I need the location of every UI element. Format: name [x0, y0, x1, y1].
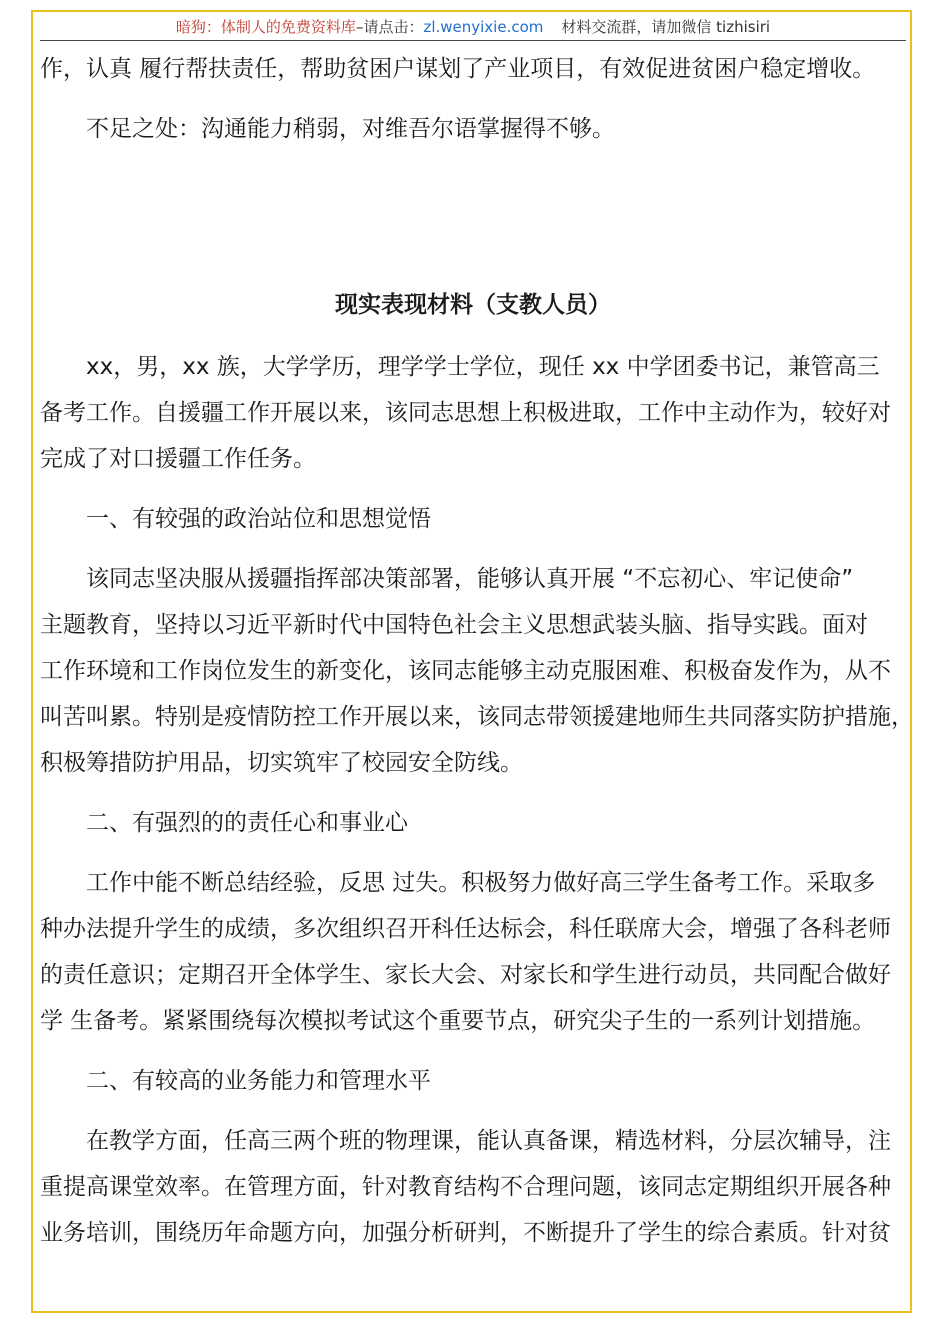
paragraph-3-line: 工作中能不断总结经验，反思 过失。积极努力做好高三学生备考工作。采取多 [86, 870, 876, 896]
intro-line-1: 作，认真 履行帮扶责任，帮助贫困户谋划了产业项目，有效促进贫困户稳定增收。 [40, 56, 876, 82]
header-link[interactable]: zl.wenyixie.com [423, 18, 544, 36]
header-prompt: –请点击： [355, 18, 424, 36]
paragraph-3-line: 的责任意识；定期召开全体学生、家长大会、对家长和学生进行动员，共同配合做好 [40, 962, 891, 988]
paragraph-4-line: 业务培训，围绕历年命题方向，加强分析研判，不断提升了学生的综合素质。针对贫 [40, 1220, 891, 1246]
paragraph-4-line: 在教学方面，任高三两个班的物理课，能认真备课，精选材料，分层次辅导，注 [86, 1128, 891, 1154]
heading-2: 二、有强烈的的责任心和事业心 [86, 810, 408, 836]
paragraph-4-line: 重提高课堂效率。在管理方面，针对教育结构不合理问题，该同志定期组织开展各种 [40, 1174, 891, 1200]
document-body [40, 46, 914, 1256]
paragraph-2-line: 叫苦叫累。特别是疫情防控工作开展以来，该同志带领援建地师生共同落实防护措施， [40, 704, 914, 730]
paragraph-3-line: 学 生备考。紧紧围绕每次模拟考试这个重要节点，研究尖子生的一系列计划措施。 [40, 1008, 876, 1034]
paragraph-2-line: 该同志坚决服从援疆指挥部决策部署，能够认真开展 “不忘初心、牢记使命” [86, 566, 854, 592]
paragraph-1-line: 完成了对口援疆工作任务。 [40, 446, 316, 472]
header-brand: 暗狗：体制人的免费资料库 [175, 18, 356, 36]
intro-line-2: 不足之处：沟通能力稍弱，对维吾尔语掌握得不够。 [86, 116, 615, 142]
paragraph-4 [40, 1118, 906, 1256]
paragraph-2-line: 工作环境和工作岗位发生的新变化，该同志能够主动克服困难、积极奋发作为，从不 [40, 658, 891, 684]
paragraph-1 [40, 344, 906, 482]
heading-1: 一、有较强的政治站位和思想觉悟 [86, 506, 431, 532]
paragraph-3-line: 种办法提升学生的成绩，多次组织召开科任达标会，科任联席大会，增强了各科老师 [40, 916, 891, 942]
page-header [40, 16, 906, 41]
header-group-info: 材料交流群，请加微信 tizhisiri [561, 18, 771, 36]
paragraph-1-line: xx，男，xx 族，大学学历，理学学士学位，现任 xx 中学团委书记，兼管高三 [86, 354, 880, 380]
document-title: 现实表现材料（支教人员） [335, 292, 611, 318]
paragraph-2-line: 积极筹措防护用品，切实筑牢了校园安全防线。 [40, 750, 523, 776]
paragraph-1-line: 备考工作。自援疆工作开展以来，该同志思想上积极进取，工作中主动作为，较好对 [40, 400, 891, 426]
heading-3: 二、有较高的业务能力和管理水平 [86, 1068, 431, 1094]
paragraph-2-line: 主题教育，坚持以习近平新时代中国特色社会主义思想武装头脑、指导实践。面对 [40, 612, 868, 638]
paragraph-3 [40, 860, 906, 1044]
paragraph-2 [40, 556, 914, 786]
